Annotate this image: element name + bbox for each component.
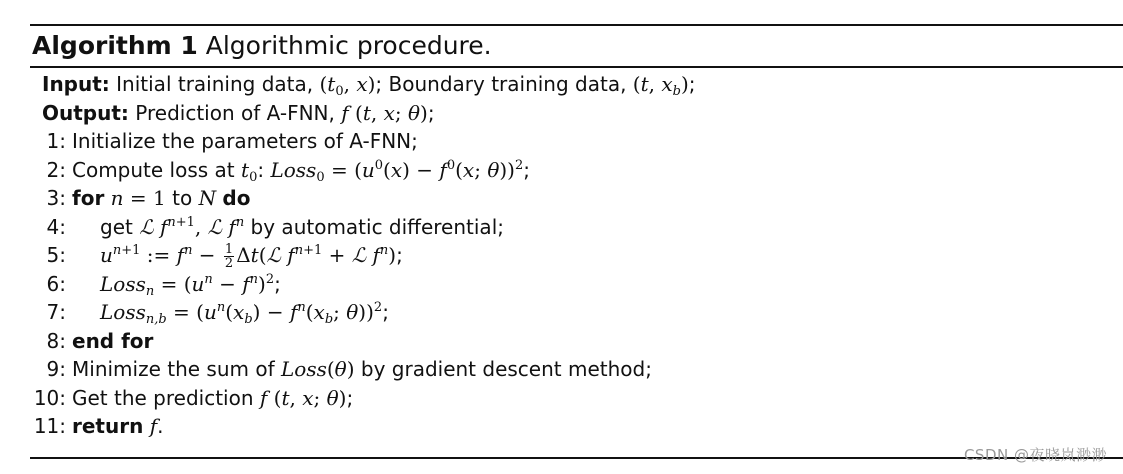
step-10	[30, 384, 1123, 413]
step-number: 4:	[46, 214, 66, 239]
step-text: Minimize the sum of Loss(θ) by gradient descent method;	[72, 357, 652, 381]
output-text: Prediction of A-FNN, f (t, x; θ);	[135, 100, 435, 125]
algorithm-block	[30, 0, 1123, 474]
step-text: Compute loss at $t_0$: Loss$_0$ = ($u^0(x) - f^0(x$; θ))$^2$;	[72, 157, 530, 185]
step-number: 8:	[46, 328, 66, 353]
step-8	[30, 327, 1123, 356]
step-text: Loss$_n$ = $(u^n - f^n)^2$;	[100, 271, 281, 299]
step-text: end for	[72, 328, 154, 353]
step-text: return f.	[72, 414, 164, 438]
step-9	[30, 355, 1123, 384]
title-rule	[30, 66, 1123, 68]
output-line	[30, 99, 1123, 128]
step-text: for n = 1 to N do	[72, 186, 251, 210]
step-number: 5:	[46, 243, 66, 267]
step-1	[30, 127, 1123, 156]
step-number: 2:	[46, 157, 66, 182]
algorithm-body	[30, 70, 1123, 441]
algorithm-label: Algorithm 1	[32, 31, 198, 60]
step-number: 10:	[33, 385, 66, 410]
step-11	[30, 412, 1123, 441]
step-6	[30, 270, 1123, 299]
step-text: Initialize the parameters of A-FNN;	[72, 129, 418, 153]
algorithm-caption: Algorithmic procedure.	[205, 31, 492, 60]
step-5	[30, 241, 1123, 270]
watermark-text: CSDN @夜晓岚渺渺	[963, 446, 1107, 464]
step-text: get ℒ $f^{n+1}$, ℒ $f^n$ by automatic differential;	[100, 214, 504, 239]
step-2	[30, 156, 1123, 185]
bottom-rule	[30, 457, 1123, 459]
step-number: 9:	[46, 357, 66, 381]
step-7	[30, 298, 1123, 327]
step-4	[30, 213, 1123, 242]
step-number: 6:	[46, 271, 66, 296]
step-number: 3:	[46, 186, 66, 210]
input-text: Initial training data, ($t_0$, x); Boundary training data, (t, $x_b$);	[116, 72, 696, 99]
algorithm-title	[32, 29, 492, 63]
half-fraction: $\frac{1}{2}$	[224, 242, 234, 271]
step-text: $u^{n+1}$ := $f^n$ − $\frac{1}{2}$ Δt(ℒ $f^{n+1}$ + ℒ $f^n$);	[100, 242, 403, 271]
step-number: 1:	[46, 129, 66, 153]
input-label: Input:	[42, 72, 110, 96]
step-text: Loss$_{n,b}$ = ($u^n(x_b) - f^n(x_b$; θ))$^2$;	[100, 300, 389, 327]
step-text: Get the prediction f (t, x; θ);	[72, 385, 354, 410]
input-line	[30, 70, 1123, 99]
step-3	[30, 184, 1123, 213]
top-rule	[30, 24, 1123, 26]
output-label: Output:	[42, 100, 129, 125]
step-number: 11:	[33, 414, 66, 438]
step-number: 7:	[46, 300, 66, 324]
